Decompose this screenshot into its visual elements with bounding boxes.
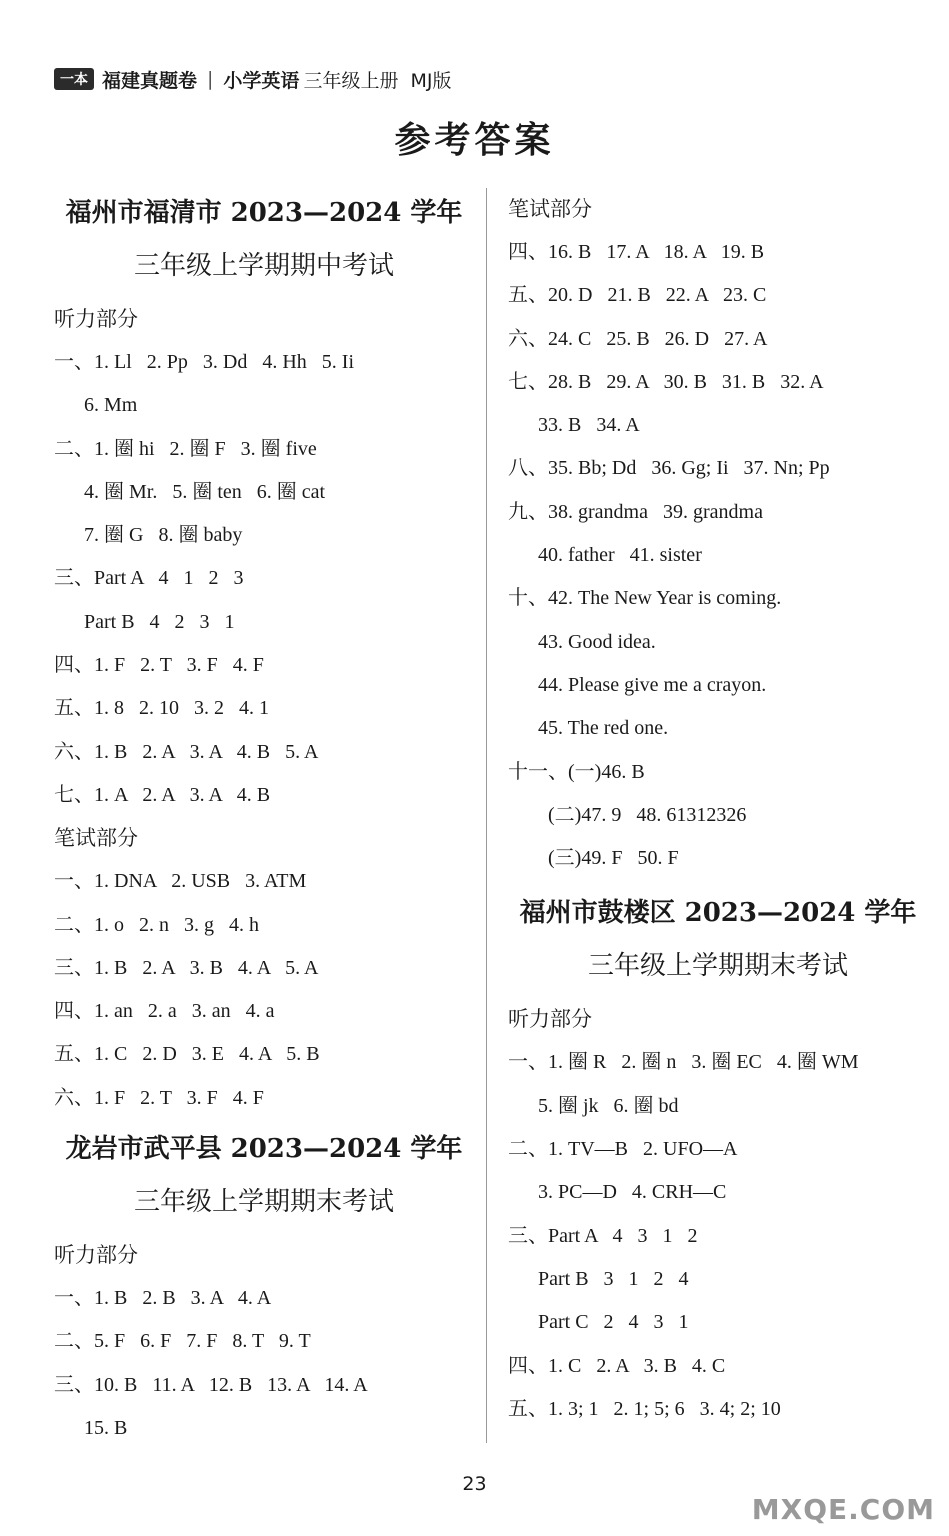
answer-row: 五、1. 3; 1 2. 1; 5; 6 3. 4; 2; 10 [508, 1397, 781, 1420]
page-number: 23 [462, 1473, 487, 1495]
answer-row: 二、1. TV—B 2. UFO—A [508, 1138, 738, 1161]
grade-name: 三年级上册 [303, 69, 399, 92]
answer-row: 六、1. F 2. T 3. F 4. F [54, 1086, 264, 1109]
answer-row: 二、1. o 2. n 3. g 4. h [54, 913, 259, 936]
answer-row: 二、5. F 6. F 7. F 8. T 9. T [54, 1330, 311, 1353]
watermark: MXQE.COM [751, 1493, 935, 1526]
answer-row: 一、1. B 2. B 3. A 4. A [54, 1287, 272, 1310]
exam-subtitle: 三年级上学期期末考试 [587, 951, 848, 982]
answer-row: 一、1. Ll 2. Pp 3. Dd 4. Hh 5. Ii [54, 351, 354, 373]
answer-row: Part C 2 4 3 1 [508, 1311, 689, 1334]
answer-row: 八、35. Bb; Dd 36. Gg; Ii 37. Nn; Pp [508, 457, 830, 480]
exam-subtitle: 三年级上学期期中考试 [133, 251, 394, 281]
answer-row: 44. Please give me a crayon. [508, 673, 767, 696]
answer-row: 33. B 34. A [508, 414, 640, 437]
answer-row: 43. Good idea. [508, 630, 656, 653]
part-heading: 听力部分 [54, 1243, 138, 1268]
right-column [508, 188, 928, 1431]
answer-row: 四、1. C 2. A 3. B 4. C [508, 1354, 726, 1377]
answer-row: 15. B [54, 1416, 128, 1439]
answer-row: 五、1. C 2. D 3. E 4. A 5. B [54, 1043, 320, 1066]
part-heading: 笔试部分 [508, 197, 592, 221]
part-heading: 听力部分 [54, 307, 138, 331]
answer-row: 九、38. grandma 39. grandma [508, 500, 763, 523]
answer-row: 十一、(一)46. B [508, 760, 645, 783]
exam-subtitle: 三年级上学期期末考试 [133, 1187, 394, 1218]
exam-title: 福州市福清市 2023—2024 学年 [65, 198, 463, 228]
answer-row: 五、20. D 21. B 22. A 23. C [508, 284, 767, 307]
answer-row: 三、Part A 4 3 1 2 [508, 1224, 698, 1247]
answer-row: 四、16. B 17. A 18. A 19. B [508, 241, 765, 263]
edition-name: MJ版 [410, 69, 452, 92]
answer-row: 4. 圈 Mr. 5. 圈 ten 6. 圈 cat [54, 480, 326, 503]
series-name: 福建真题卷 [102, 69, 198, 92]
part-heading: 听力部分 [508, 1007, 592, 1032]
answer-row: 5. 圈 jk 6. 圈 bd [508, 1094, 679, 1117]
answer-row: Part B 3 1 2 4 [508, 1267, 689, 1290]
answer-row: 四、1. an 2. a 3. an 4. a [54, 1000, 275, 1023]
answer-row: 三、10. B 11. A 12. B 13. A 14. A [54, 1373, 368, 1396]
answer-row: 四、1. F 2. T 3. F 4. F [54, 654, 264, 677]
answer-row: (三)49. F 50. F [508, 847, 679, 870]
section-gap [508, 880, 928, 888]
header-separator: | [207, 68, 214, 90]
answer-row: 二、1. 圈 hi 2. 圈 F 3. 圈 five [54, 437, 317, 460]
answer-row: 七、28. B 29. A 30. B 31. B 32. A [508, 370, 824, 393]
part-heading: 笔试部分 [54, 826, 138, 851]
answer-row: 一、1. 圈 R 2. 圈 n 3. 圈 EC 4. 圈 WM [508, 1051, 859, 1074]
answer-row: (二)47. 9 48. 61312326 [508, 803, 747, 826]
answer-row: 三、1. B 2. A 3. B 4. A 5. A [54, 956, 319, 979]
answer-row: 七、1. A 2. A 3. A 4. B [54, 783, 271, 806]
publisher-logo: 一本 [54, 68, 94, 90]
subject-name: 小学英语 [223, 69, 300, 92]
answer-row: 45. The red one. [508, 717, 669, 740]
left-column [54, 188, 474, 1450]
answer-row: 一、1. DNA 2. USB 3. ATM [54, 870, 307, 893]
answer-row: 三、Part A 4 1 2 3 [54, 567, 244, 590]
answer-row: 7. 圈 G 8. 圈 baby [54, 524, 243, 547]
answer-row: 六、1. B 2. A 3. A 4. B 5. A [54, 740, 319, 763]
answer-row: 十、42. The New Year is coming. [508, 587, 782, 610]
page-header [54, 64, 451, 94]
page-title: 参考答案 [394, 120, 555, 161]
column-divider [486, 188, 487, 1443]
answer-row: 6. Mm [54, 394, 138, 417]
answer-row: 3. PC—D 4. CRH—C [508, 1181, 727, 1204]
exam-title: 龙岩市武平县 2023—2024 学年 [65, 1134, 463, 1165]
answer-row: 六、24. C 25. B 26. D 27. A [508, 327, 768, 350]
answer-row: 40. father 41. sister [508, 544, 702, 567]
answer-row: Part B 4 2 3 1 [54, 610, 235, 633]
exam-title: 福州市鼓楼区 2023—2024 学年 [519, 898, 917, 929]
answer-row: 五、1. 8 2. 10 3. 2 4. 1 [54, 697, 269, 720]
